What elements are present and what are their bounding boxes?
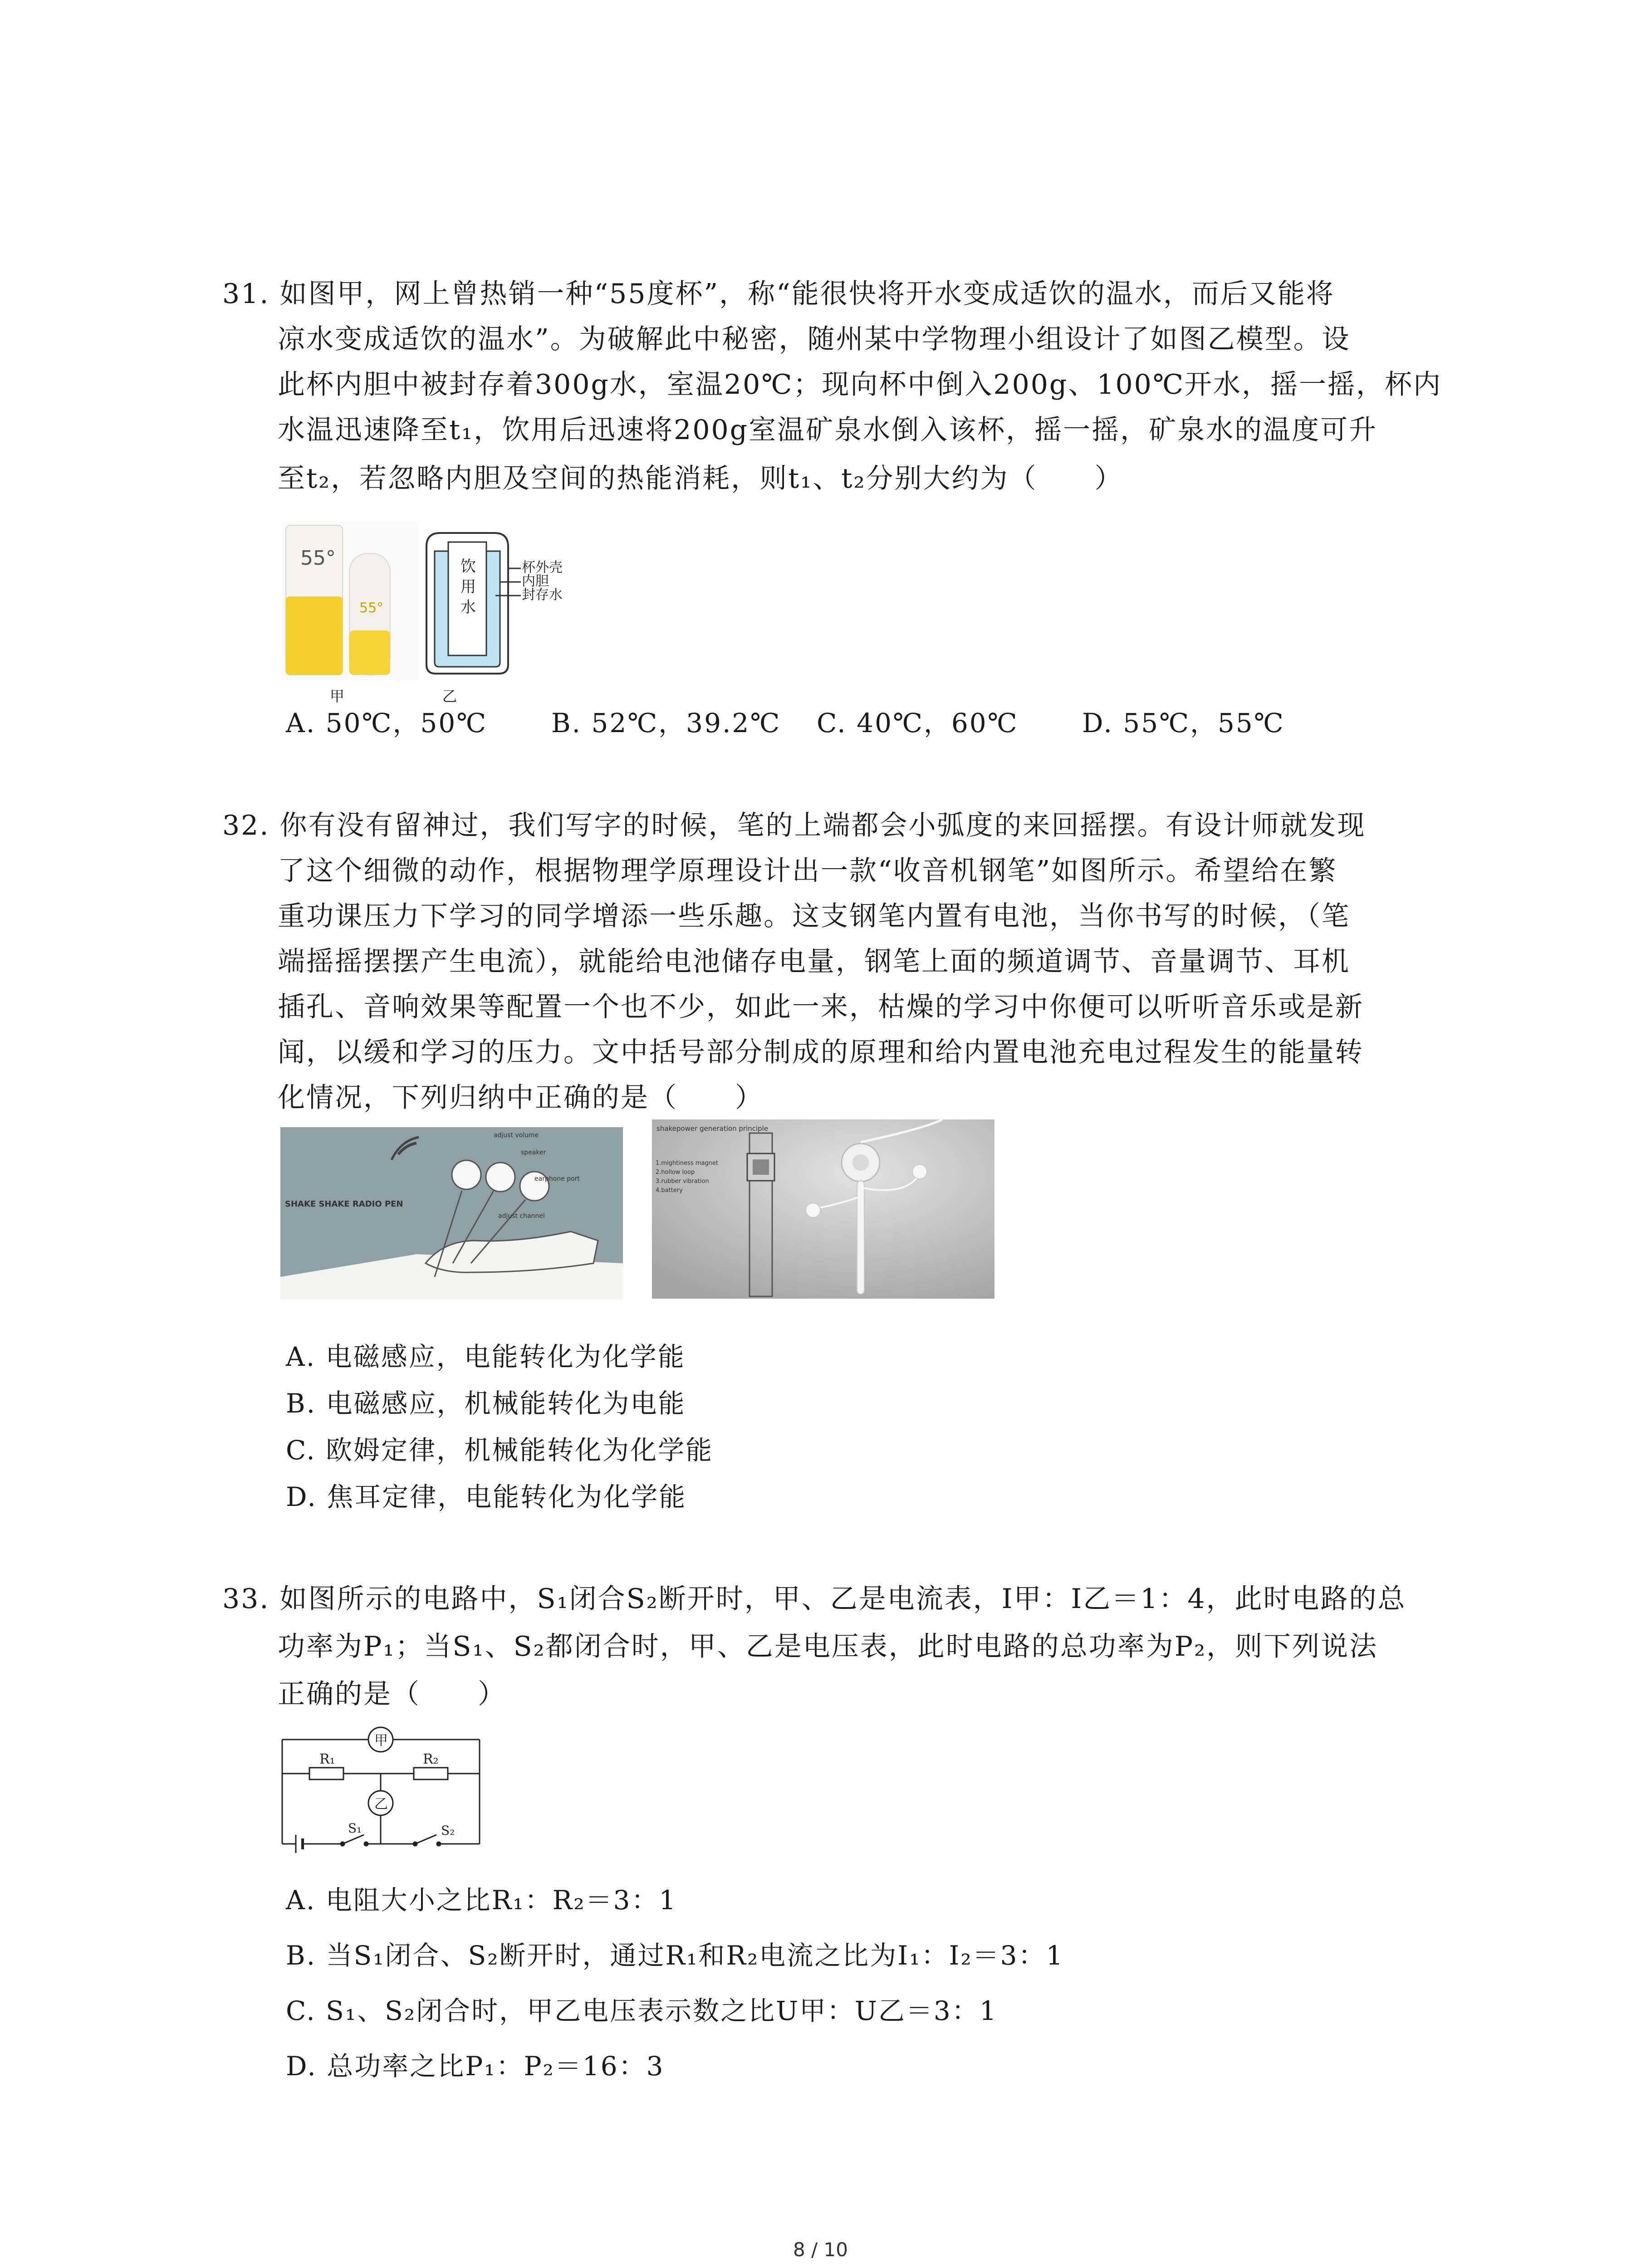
principle-item-1: 1.mightiness magnet <box>656 1160 719 1167</box>
cup-model-figure <box>417 528 581 678</box>
model-text-3: 水 <box>460 598 476 616</box>
q32-option-d: D. 焦耳定律，电能转化为化学能 <box>286 1481 687 1512</box>
q33-line-1: 33. 如图所示的电路中，S₁闭合S₂断开时，甲、乙是电流表，I甲：I乙＝1：4，此时电路的总 <box>222 1583 1406 1615</box>
pen-principle-photo <box>652 1119 994 1299</box>
circuit-diagram <box>278 1724 491 1855</box>
q31-line-2: 凉水变成适饮的温水”。为破解此中秘密，随州某中学物理小组设计了如图乙模型。设 <box>278 323 1351 355</box>
q32-line-1: 32. 你有没有留神过，我们写字的时候，笔的上端都会小弧度的来回摇摆。有设计师就发现 <box>222 810 1366 841</box>
q32-option-b: B. 电磁感应，机械能转化为电能 <box>286 1388 686 1419</box>
fig-jia-label: 甲 <box>330 688 345 705</box>
pen-callout-earphone: earphone port <box>534 1175 580 1183</box>
principle-item-3: 3.rubber vibration <box>656 1178 709 1185</box>
circuit-s2-label: S₂ <box>441 1823 455 1838</box>
q33-option-a: A. 电阻大小之比R₁：R₂＝3：1 <box>286 1885 677 1916</box>
q32-line-5: 插孔、音响效果等配置一个也不少，如此一来，枯燥的学习中你便可以听听音乐或是新 <box>278 991 1364 1023</box>
model-text-1: 饮 <box>460 557 476 576</box>
q33-option-b: B. 当S₁闭合、S₂断开时，通过R₁和R₂电流之比为I₁：I₂＝3：1 <box>286 1940 1064 1971</box>
q33-option-c: C. S₁、S₂闭合时，甲乙电压表示数之比U甲：U乙＝3：1 <box>286 1995 998 2026</box>
q32-option-c: C. 欧姆定律，机械能转化为化学能 <box>286 1435 714 1466</box>
cup-label-big: 55° <box>300 547 336 570</box>
radio-pen-photo <box>280 1127 623 1300</box>
principle-item-4: 4.battery <box>656 1187 683 1194</box>
q31-line-1: 31. 如图甲，网上曾热销一种“55度杯”，称“能很快将开水变成适饮的温水，而后又能将 <box>222 278 1335 310</box>
q32-line-6: 闻，以缓和学习的压力。文中括号部分制成的原理和给内置电池充电过程发生的能量转 <box>278 1036 1364 1068</box>
q31-line-4: 水温迅速降至t₁，饮用后迅速将200g室温矿泉水倒入该杯，摇一摇，矿泉水的温度可升 <box>278 414 1378 446</box>
q31-option-c: C. 40℃，60℃ <box>817 708 1019 738</box>
cup-photo-figure <box>282 522 418 680</box>
callout-water: 封存水 <box>522 587 563 603</box>
page-number: 8 / 10 <box>793 2239 848 2261</box>
q31-line-5: 至t₂，若忽略内胆及空间的热能消耗，则t₁、t₂分别大约为（ ） <box>278 463 1123 494</box>
q32-line-3: 重功课压力下学习的同学增添一些乐趣。这支钢笔内置有电池，当你书写的时候，（笔 <box>278 900 1350 932</box>
q32-line-7: 化情况，下列归纳中正确的是（ ） <box>278 1082 764 1114</box>
circuit-s1-label: S₁ <box>348 1821 362 1836</box>
principle-title: shakepower generation principle <box>656 1124 769 1133</box>
q31-line-3: 此杯内胆中被封存着300g水，室温20℃；现向杯中倒入200g、100℃开水，摇一摇，杯内 <box>278 369 1442 401</box>
q31-option-d: D. 55℃，55℃ <box>1082 708 1285 738</box>
q32-line-4: 端摇摇摆摆产生电流），就能给电池储存电量，钢笔上面的频道调节、音量调节、耳机 <box>278 946 1350 978</box>
circuit-r2-label: R₂ <box>423 1751 439 1767</box>
circuit-meter-mid: 乙 <box>374 1796 388 1812</box>
pen-title-text: SHAKE SHAKE RADIO PEN <box>285 1199 403 1209</box>
cup-label-small: 55° <box>359 600 384 616</box>
callout-shell: 杯外壳 <box>522 560 563 576</box>
pen-callout-speaker: speaker <box>521 1149 546 1156</box>
q33-line-2: 功率为P₁；当S₁、S₂都闭合时，甲、乙是电压表，此时电路的总功率为P₂，则下列说法 <box>278 1631 1378 1662</box>
callout-liner: 内胆 <box>522 573 549 589</box>
q33-option-d: D. 总功率之比P₁：P₂＝16：3 <box>286 2051 665 2082</box>
fig-yi-label: 乙 <box>442 688 457 705</box>
circuit-r1-label: R₁ <box>319 1751 335 1767</box>
pen-callout-volume: adjust volume <box>494 1132 539 1139</box>
q33-line-3: 正确的是（ ） <box>278 1678 506 1710</box>
q32-option-a: A. 电磁感应，电能转化为化学能 <box>286 1341 686 1372</box>
circuit-meter-top: 甲 <box>374 1733 388 1749</box>
q31-option-a: A. 50℃，50℃ <box>286 708 488 738</box>
model-text-2: 用 <box>460 578 476 596</box>
q31-option-b: B. 52℃，39.2℃ <box>551 708 781 738</box>
principle-item-2: 2.hollow loop <box>656 1169 695 1176</box>
pen-callout-channel: adjust channel <box>498 1212 545 1220</box>
q32-line-2: 了这个细微的动作，根据物理学原理设计出一款“收音机钢笔”如图所示。希望给在繁 <box>278 855 1337 887</box>
